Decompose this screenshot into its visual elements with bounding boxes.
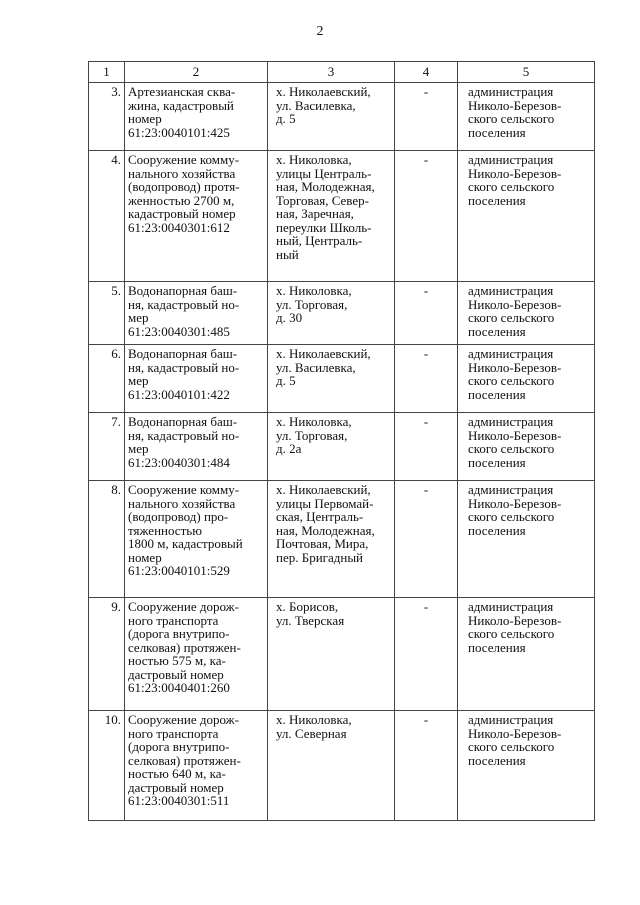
- owner-name-line: администрация: [468, 599, 554, 614]
- header-cell-3: 3: [268, 62, 395, 83]
- owner-name: [458, 151, 595, 282]
- object-address-line: ул. Василевка,: [276, 359, 356, 375]
- owner-name-line: администрация: [468, 84, 554, 99]
- owner-name-line: администрация: [468, 712, 554, 727]
- object-address-line: ный, Централь-: [276, 233, 363, 248]
- owner-name-line: поселения: [468, 323, 526, 339]
- owner-name-line: ского сельского: [468, 310, 555, 325]
- object-description-line: 61:23:0040401:260: [128, 680, 230, 695]
- owner-name: [458, 282, 595, 345]
- object-description-line: 61:23:0040101:425: [128, 124, 230, 140]
- object-address-line: улицы Централь-: [276, 165, 372, 181]
- table-row: [89, 83, 595, 151]
- owner-name-line: Николо-Березов-: [468, 427, 562, 443]
- header-cell-4: 4: [395, 62, 458, 83]
- owner-name-line: Николо-Березов-: [468, 296, 562, 312]
- object-description-line: (дорога внутрипо-: [128, 626, 230, 641]
- column-4-value: -: [395, 413, 458, 481]
- object-description-line: ного транспорта: [128, 612, 219, 628]
- object-description-line: 61:23:0040301:511: [128, 793, 230, 808]
- object-description-line: (водопровод) про-: [128, 509, 229, 524]
- owner-name-line: ского сельского: [468, 509, 555, 524]
- object-address-line: х. Борисов,: [276, 599, 339, 614]
- owner-name-line: Николо-Березов-: [468, 725, 562, 741]
- object-description-line: Водонапорная баш-: [128, 283, 238, 298]
- object-address-line: х. Николаевский,: [276, 482, 371, 497]
- object-description-line: номер: [128, 111, 162, 126]
- object-address-line: ская, Централь-: [276, 509, 364, 524]
- object-address-line: д. 30: [276, 310, 303, 325]
- table-row: [89, 711, 595, 821]
- object-description-line: селковая) протяжен-: [128, 752, 241, 768]
- owner-name-line: ского сельского: [468, 626, 555, 641]
- object-description: [125, 711, 268, 821]
- owner-name-line: поселения: [468, 192, 526, 208]
- registry-table: [88, 61, 595, 821]
- row-number: 5.: [89, 282, 125, 345]
- owner-name-line: администрация: [468, 482, 554, 497]
- object-description-line: мер: [128, 373, 149, 388]
- owner-name: [458, 711, 595, 821]
- object-address-line: улицы Первомай-: [276, 495, 374, 511]
- column-4-value: -: [395, 598, 458, 711]
- object-address-line: д. 2а: [276, 441, 302, 456]
- owner-name-line: администрация: [468, 283, 554, 298]
- owner-name-line: поселения: [468, 386, 526, 402]
- object-description-line: 61:23:0040301:485: [128, 323, 230, 339]
- owner-name-line: поселения: [468, 522, 526, 538]
- object-description-line: Сооружение дорож-: [128, 712, 239, 727]
- object-address: [268, 345, 395, 413]
- object-address-line: пер. Бригадный: [276, 549, 364, 565]
- object-address-line: Торговая, Север-: [276, 192, 369, 208]
- owner-name-line: администрация: [468, 346, 554, 361]
- object-address: [268, 413, 395, 481]
- header-cell-5: 5: [458, 62, 595, 83]
- owner-name-line: ского сельского: [468, 179, 555, 194]
- object-address-line: х. Николовка,: [276, 414, 352, 429]
- object-description-line: Сооружение дорож-: [128, 599, 239, 614]
- object-description-line: номер: [128, 549, 162, 565]
- owner-name-line: ского сельского: [468, 739, 555, 754]
- object-description-line: 61:23:0040101:422: [128, 386, 230, 402]
- object-description-line: Водонапорная баш-: [128, 414, 238, 429]
- object-description-line: Сооружение комму-: [128, 152, 240, 167]
- owner-name: [458, 345, 595, 413]
- table-row: [89, 151, 595, 282]
- row-number: 6.: [89, 345, 125, 413]
- object-description-line: Водонапорная баш-: [128, 346, 238, 361]
- table-body: [89, 83, 595, 821]
- object-description-line: 61:23:0040101:529: [128, 563, 230, 578]
- column-4-value: -: [395, 151, 458, 282]
- owner-name-line: администрация: [468, 152, 554, 167]
- row-number: 10.: [89, 711, 125, 821]
- row-number: 4.: [89, 151, 125, 282]
- table-row: [89, 598, 595, 711]
- object-address-line: х. Николовка,: [276, 152, 352, 167]
- table-row: [89, 282, 595, 345]
- object-description: [125, 282, 268, 345]
- table-row: [89, 481, 595, 598]
- header-cell-1: 1: [89, 62, 125, 83]
- object-address-line: х. Николовка,: [276, 712, 352, 727]
- owner-name-line: поселения: [468, 454, 526, 470]
- row-number: 3.: [89, 83, 125, 151]
- object-description-line: 61:23:0040301:484: [128, 454, 230, 470]
- object-description-line: женностью 2700 м,: [128, 192, 235, 208]
- column-4-value: -: [395, 481, 458, 598]
- object-description-line: ного транспорта: [128, 725, 219, 741]
- owner-name-line: поселения: [468, 752, 526, 768]
- object-description: [125, 413, 268, 481]
- object-description-line: мер: [128, 441, 149, 456]
- object-description-line: ня, кадастровый но-: [128, 427, 240, 443]
- object-address-line: х. Николовка,: [276, 283, 352, 298]
- owner-name: [458, 598, 595, 711]
- object-address-line: х. Николаевский,: [276, 84, 371, 99]
- object-address-line: ул. Торговая,: [276, 296, 348, 312]
- owner-name: [458, 83, 595, 151]
- object-address-line: д. 5: [276, 111, 296, 126]
- owner-name-line: Николо-Березов-: [468, 495, 562, 511]
- object-description: [125, 598, 268, 711]
- object-address-line: ный: [276, 246, 299, 262]
- owner-name-line: поселения: [468, 639, 526, 655]
- object-description-line: нального хозяйства: [128, 165, 236, 181]
- column-4-value: -: [395, 282, 458, 345]
- row-number: 9.: [89, 598, 125, 711]
- object-description-line: Артезианская сква-: [128, 84, 236, 99]
- object-address-line: ул. Василевка,: [276, 97, 356, 113]
- object-description-line: 1800 м, кадастровый: [128, 536, 243, 551]
- owner-name-line: Николо-Березов-: [468, 359, 562, 375]
- object-address-line: переулки Школь-: [276, 219, 372, 235]
- object-address: [268, 151, 395, 282]
- object-address: [268, 481, 395, 598]
- object-description-line: ностью 575 м, ка-: [128, 653, 226, 668]
- owner-name-line: Николо-Березов-: [468, 165, 562, 181]
- table-row: [89, 413, 595, 481]
- object-description-line: Сооружение комму-: [128, 482, 240, 497]
- object-description-line: 61:23:0040301:612: [128, 219, 230, 235]
- object-address-line: Почтовая, Мира,: [276, 536, 369, 551]
- object-address-line: ная, Молодежная,: [276, 179, 375, 194]
- object-address-line: ная, Заречная,: [276, 206, 354, 221]
- row-number: 8.: [89, 481, 125, 598]
- object-description: [125, 151, 268, 282]
- column-4-value: -: [395, 83, 458, 151]
- object-description-line: ностью 640 м, ка-: [128, 766, 226, 781]
- object-address: [268, 598, 395, 711]
- table-header: [89, 62, 595, 83]
- owner-name-line: Николо-Березов-: [468, 612, 562, 628]
- owner-name-line: ского сельского: [468, 111, 555, 126]
- object-description-line: (дорога внутрипо-: [128, 739, 230, 754]
- page-number: 2: [316, 24, 324, 39]
- owner-name-line: поселения: [468, 124, 526, 140]
- table-row: [89, 345, 595, 413]
- owner-name: [458, 481, 595, 598]
- object-description-line: ня, кадастровый но-: [128, 359, 240, 375]
- object-description: [125, 83, 268, 151]
- owner-name-line: Николо-Березов-: [468, 97, 562, 113]
- object-description-line: жина, кадастровый: [128, 97, 234, 113]
- object-description-line: дастровый номер: [128, 666, 224, 682]
- object-description-line: тяженностью: [128, 522, 202, 538]
- owner-name: [458, 413, 595, 481]
- object-description-line: (водопровод) протя-: [128, 179, 240, 194]
- column-4-value: -: [395, 345, 458, 413]
- object-description-line: кадастровый номер: [128, 206, 236, 221]
- object-address: [268, 83, 395, 151]
- object-address-line: ул. Тверская: [276, 612, 345, 628]
- object-description: [125, 481, 268, 598]
- header-cell-2: 2: [125, 62, 268, 83]
- owner-name-line: ского сельского: [468, 441, 555, 456]
- object-description-line: мер: [128, 310, 149, 325]
- object-description-line: нального хозяйства: [128, 495, 236, 511]
- owner-name-line: ского сельского: [468, 373, 555, 388]
- object-address-line: д. 5: [276, 373, 296, 388]
- object-description-line: селковая) протяжен-: [128, 639, 241, 655]
- column-4-value: -: [395, 711, 458, 821]
- object-address-line: х. Николаевский,: [276, 346, 371, 361]
- object-address-line: ная, Молодежная,: [276, 522, 375, 538]
- object-description-line: ня, кадастровый но-: [128, 296, 240, 312]
- owner-name-line: администрация: [468, 414, 554, 429]
- object-address: [268, 711, 395, 821]
- object-address-line: ул. Северная: [276, 725, 347, 741]
- object-address: [268, 282, 395, 345]
- object-description: [125, 345, 268, 413]
- object-description-line: дастровый номер: [128, 779, 224, 795]
- object-address-line: ул. Торговая,: [276, 427, 348, 443]
- row-number: 7.: [89, 413, 125, 481]
